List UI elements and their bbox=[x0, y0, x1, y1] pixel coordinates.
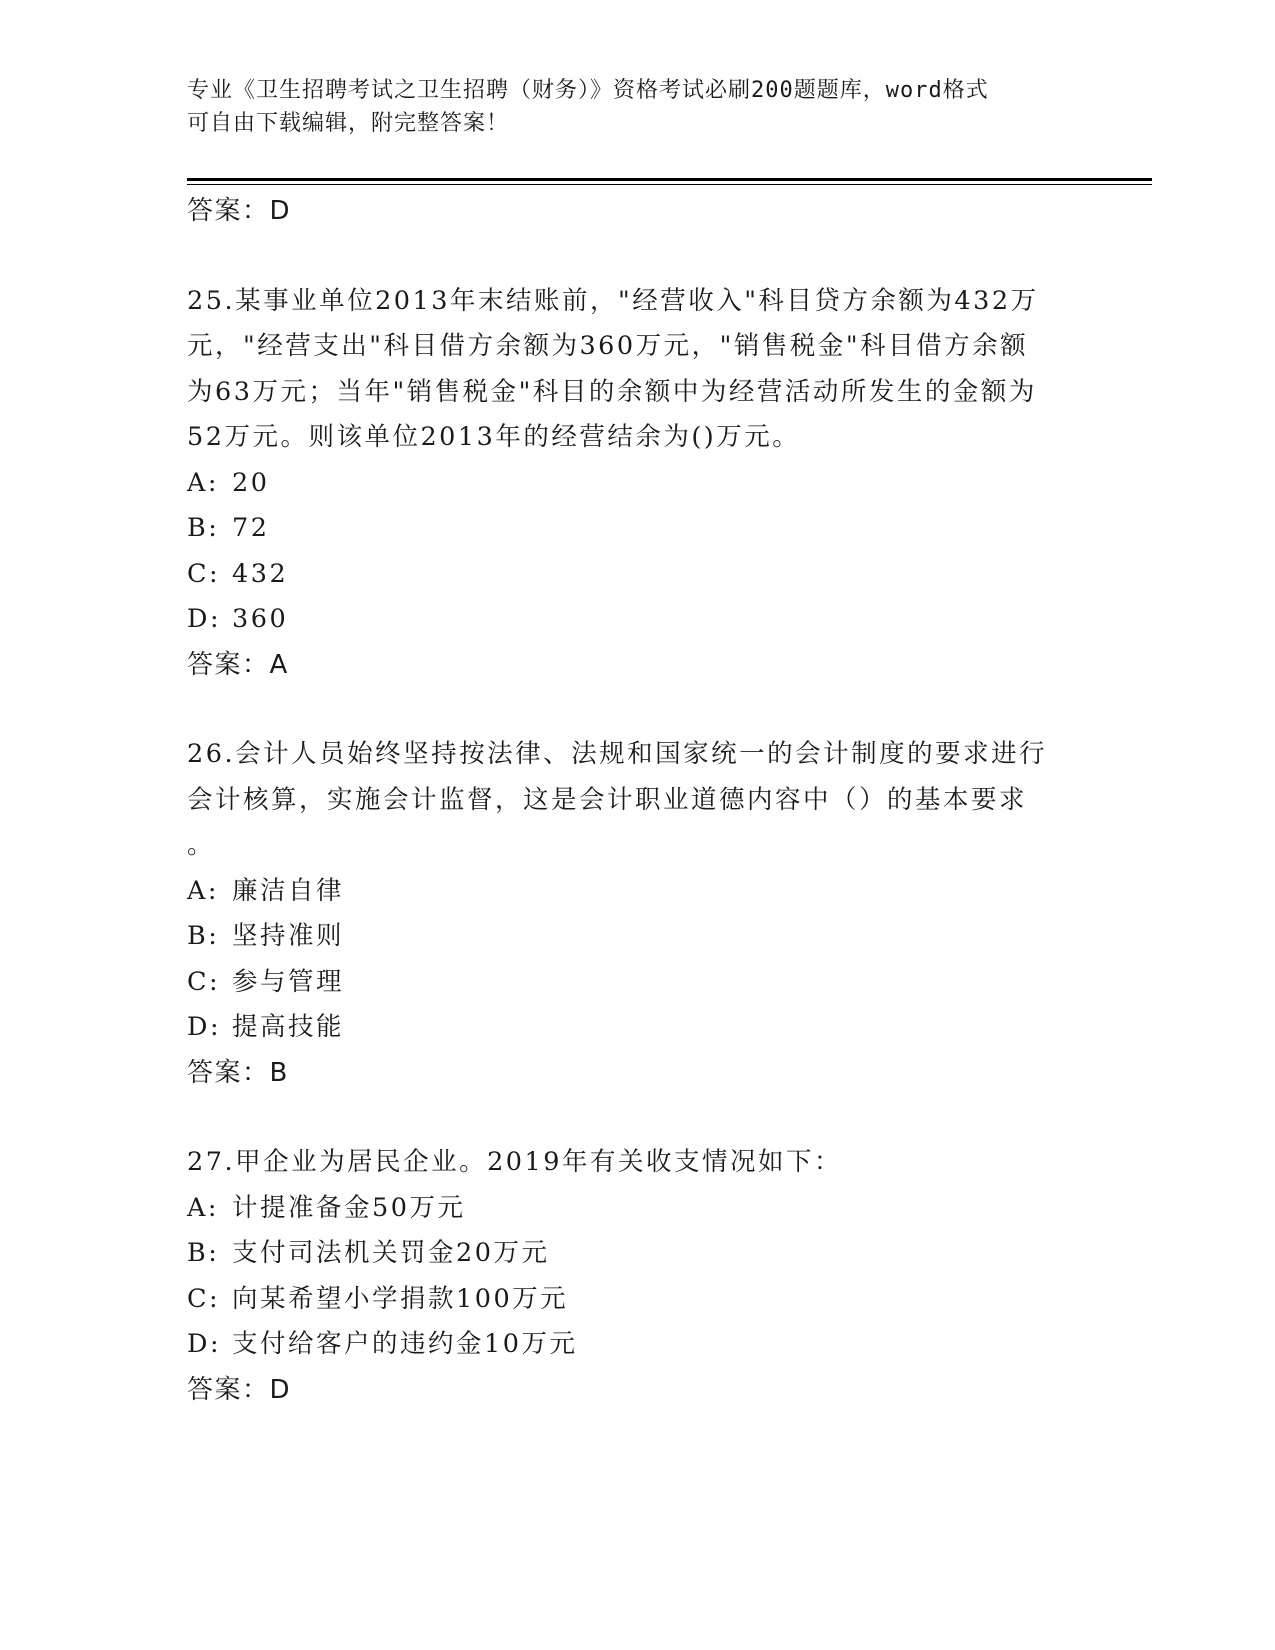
previous-answer: 答案：D bbox=[187, 196, 292, 226]
question-text-line: 27.甲企业为居民企业。2019年有关收支情况如下： bbox=[187, 1147, 842, 1177]
spacer bbox=[187, 688, 1087, 732]
spacer bbox=[187, 1096, 1087, 1140]
option-c: C: 432 bbox=[187, 558, 289, 589]
question-text-line: 25.某事业单位2013年末结账前，"经营收入"科目贷方余额为432万 bbox=[187, 285, 1039, 316]
option-d: D: 支付给客户的违约金10万元 bbox=[187, 1329, 578, 1359]
question-text-line: 为63万元；当年"销售税金"科目的余额中为经营活动所发生的金额为 bbox=[187, 376, 1037, 407]
document-header bbox=[187, 74, 1087, 140]
question-list bbox=[187, 189, 1087, 1413]
spacer bbox=[187, 235, 1087, 279]
option-d: D: 提高技能 bbox=[187, 1012, 345, 1042]
question-text-line: 52万元。则该单位2013年的经营结余为()万元。 bbox=[187, 422, 801, 452]
question-text-line: 。 bbox=[187, 830, 216, 860]
option-a: A: 20 bbox=[187, 467, 270, 498]
option-b: B: 坚持准则 bbox=[187, 921, 345, 951]
question-text-line: 会计核算，实施会计监督，这是会计职业道德内容中（）的基本要求 bbox=[187, 784, 1028, 815]
question-25 bbox=[187, 279, 1087, 689]
question-26 bbox=[187, 732, 1087, 1096]
question-text-line: 元，"经营支出"科目借方余额为360万元，"销售税金"科目借方余额 bbox=[187, 331, 1029, 361]
header-rule-thin bbox=[187, 184, 1152, 185]
option-c: C: 向某希望小学捐款100万元 bbox=[187, 1283, 569, 1314]
option-d: D: 360 bbox=[187, 604, 289, 634]
question-number: 25. bbox=[187, 285, 236, 316]
question-number: 27. bbox=[187, 1147, 236, 1177]
header-line-2: 可自由下载编辑，附完整答案！ bbox=[187, 111, 510, 136]
option-a: A: 计提准备金50万元 bbox=[187, 1192, 466, 1223]
option-a: A: 廉洁自律 bbox=[187, 875, 345, 906]
option-c: C: 参与管理 bbox=[187, 966, 345, 997]
answer-line: 答案：B bbox=[187, 1057, 289, 1088]
option-b: B: 72 bbox=[187, 513, 270, 543]
header-line-1: 专业《卫生招聘考试之卫生招聘（财务）》资格考试必刷200题题库，word格式 bbox=[187, 78, 989, 103]
question-text-line: 26.会计人员始终坚持按法律、法规和国家统一的会计制度的要求进行 bbox=[187, 739, 1048, 769]
option-b: B: 支付司法机关罚金20万元 bbox=[187, 1238, 550, 1268]
answer-line: 答案：D bbox=[187, 1374, 292, 1405]
question-number: 26. bbox=[187, 739, 236, 769]
question-27 bbox=[187, 1140, 1087, 1413]
header-rule-thick bbox=[187, 178, 1152, 181]
answer-line: 答案：A bbox=[187, 649, 289, 680]
